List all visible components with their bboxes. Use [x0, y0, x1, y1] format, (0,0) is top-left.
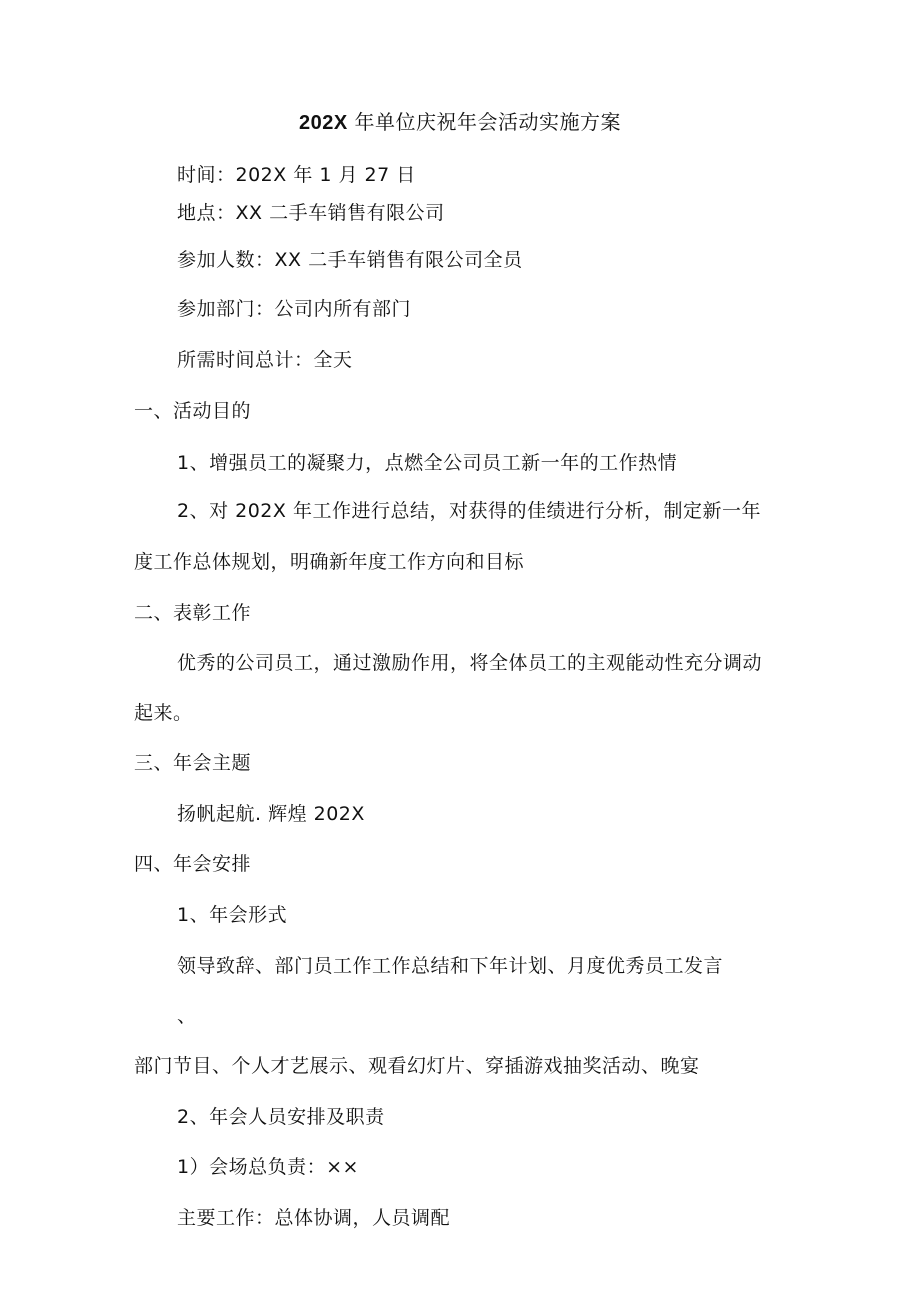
paragraph-line: 起来。 [134, 702, 193, 724]
info-participants: 参加人数：XX 二手车销售有限公司全员 [177, 249, 523, 271]
section-heading-4: 四、年会安排 [134, 853, 252, 875]
section-heading-3: 三、年会主题 [134, 752, 252, 774]
paragraph-line: 优秀的公司员工，通过激励作用，将全体员工的主观能动性充分调动 [177, 652, 763, 674]
info-time: 时间：202X 年 1 月 27 日 [177, 164, 416, 186]
subheading: 1、年会形式 [177, 904, 288, 926]
info-duration: 所需时间总计：全天 [177, 349, 353, 371]
paragraph-line: 1、增强员工的凝聚力，点燃全公司员工新一年的工作热情 [177, 452, 678, 474]
title-text: 年单位庆祝年会活动实施方案 [347, 110, 622, 134]
paragraph-line: 2、对 202X 年工作进行总结，对获得的佳绩进行分析，制定新一年 [177, 500, 761, 522]
section-heading-1: 一、活动目的 [134, 400, 252, 422]
section-heading-2: 二、表彰工作 [134, 602, 252, 624]
paragraph-line: 、 [177, 1005, 197, 1027]
info-departments: 参加部门：公司内所有部门 [177, 298, 412, 320]
title-year: 202X [298, 112, 348, 134]
subheading: 2、年会人员安排及职责 [177, 1106, 385, 1128]
document-title [0, 109, 920, 136]
paragraph-line: 扬帆起航. 辉煌 202X [177, 803, 365, 825]
paragraph-line: 1）会场总负责：×× [177, 1156, 359, 1178]
info-location: 地点：XX 二手车销售有限公司 [177, 202, 445, 224]
paragraph-line: 度工作总体规划，明确新年度工作方向和目标 [134, 551, 525, 573]
paragraph-line: 主要工作：总体协调，人员调配 [177, 1207, 451, 1229]
paragraph-line: 领导致辞、部门员工作工作总结和下年计划、月度优秀员工发言 [177, 955, 724, 977]
paragraph-line: 部门节目、个人才艺展示、观看幻灯片、穿插游戏抽奖活动、晚宴 [134, 1055, 700, 1077]
